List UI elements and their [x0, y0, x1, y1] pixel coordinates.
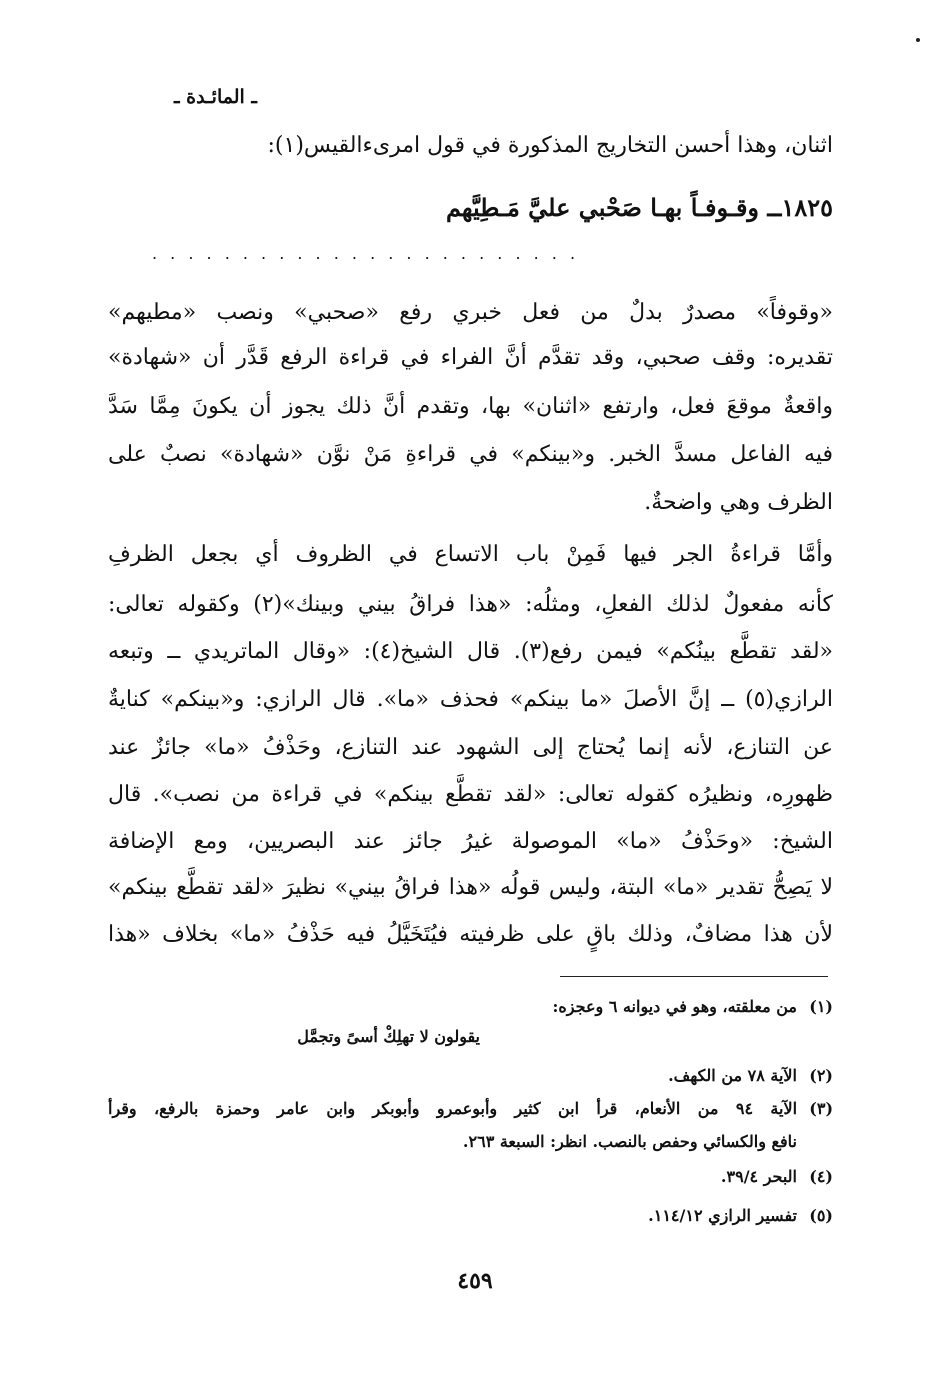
footnote-3-cont: نافع والكسائي وحفص بالنصب. انظر: السبعة ٢٦٣.	[462, 1132, 797, 1151]
footnote-4	[108, 1165, 833, 1189]
footnote-text: البحر ٣٩/٤.	[720, 1167, 797, 1186]
footnote-text: من معلقته، وهو في ديوانه ٦ وعجزه:	[552, 997, 797, 1016]
footnote-number: (١)	[809, 997, 833, 1016]
verse-dots: . . . . . . . . . . . . . . . . . . . . . . . .	[152, 244, 580, 263]
verse-line: ١٨٢٥ــ وقـوفـاً بهـا صَحْبي عليَّ مَـطِيَّهم	[445, 193, 833, 222]
footnote-1	[108, 995, 833, 1019]
footnote-3	[108, 1097, 833, 1121]
footnote-number: (٤)	[809, 1167, 833, 1186]
text-line: واقعةٌ موقعَ فعل، وارتفع «اثنان» بها، وتقدم أنَّ ذلك يجوز أن يكونَ مِمَّا سَدَّ	[108, 394, 833, 419]
footnote-text: الآية ٧٨ من الكهف.	[668, 1066, 797, 1085]
footnote-5	[108, 1204, 833, 1228]
footnote-separator	[560, 976, 828, 977]
footnote-number: (٣)	[809, 1099, 834, 1118]
text-line: وأمَّا قراءةُ الجر فيها فَمِنْ باب الاتساع في الظروف أي بجعل الظرفِ	[108, 542, 833, 567]
footnote-text: تفسير الرازي ١١٤/١٢.	[648, 1206, 797, 1225]
footnote-text: الآية ٩٤ من الأنعام، قرأ ابن كثير وأبوعمرو وأبوبكر وابن عامر وحمزة بالرفع، وقرأ	[108, 1099, 798, 1118]
footnote-number: (٥)	[809, 1206, 833, 1225]
text-line: «وقوفاً» مصدرٌ بدلٌ من فعل خبري رفع «صحبي» ونصب «مطيهم»	[108, 300, 833, 325]
text-line: «لقد تقطَّع بينُكم» فيمن رفع(٣). قال الشيخ(٤): «وقال الماتريدي ــ وتبعه	[108, 639, 833, 664]
text-line: لأن هذا مضافٌ، وذلك باقٍ على ظرفيته فيُتَخَيَّلُ فيه حَذْفُ «ما» بخلاف «هذا	[108, 922, 833, 947]
text-line: عن التنازع، لأنه إنما يُحتاج إلى الشهود عند التنازع، وحَذْفُ «ما» جائزٌ عند	[108, 735, 833, 760]
text-line: الشيخ: «وحَذْفُ «ما» الموصولة غيرُ جائز عند البصريين، ومع الإضافة	[108, 829, 833, 854]
text-line: فيه الفاعل مسدَّ الخبر. و«بينكم» في قراءةِ مَنْ نوَّن «شهادة» نصبٌ على	[108, 442, 833, 467]
running-header: ـ المائـدة ـ	[174, 86, 257, 108]
text-line: تقديره: وقف صحبي، وقد تقدَّم أنَّ الفراء في قراءة الرفع قَدَّر أن «شهادة»	[108, 345, 833, 370]
footnote-number: (٢)	[809, 1066, 833, 1085]
text-line: لا يَصِحُّ تقدير «ما» البتة، وليس قولُه «هذا فراقُ بيني» نظيرَ «لقد تقطَّع بينكم»	[108, 875, 833, 900]
text-line: الرازي(٥) ــ إنَّ الأصلَ «ما بينكم» فحذف «ما». قال الرازي: و«بينكم» كنايةٌ	[108, 687, 833, 712]
footnote-1-verse: يقولون لا تهلِكْ أسىً وتجمَّل	[297, 1027, 480, 1046]
text-line: ظهورِه، ونظيرُه كقوله تعالى: «لقد تقطَّع بينكم» في قراءة من نصب». قال	[108, 782, 833, 807]
text-line: الظرف وهي واضحةٌ.	[644, 490, 833, 515]
text-line: كأنه مفعولٌ لذلك الفعلِ، ومثلُه: «هذا فراقُ بيني وبينك»(٢) وكقوله تعالى:	[108, 592, 833, 617]
text-line: اثنان، وهذا أحسن التخاريج المذكورة في قول امرىءالقيس(١):	[267, 133, 833, 158]
page-number: ٤٥٩	[457, 1268, 493, 1294]
footnote-2	[108, 1064, 833, 1088]
speck	[916, 38, 920, 42]
